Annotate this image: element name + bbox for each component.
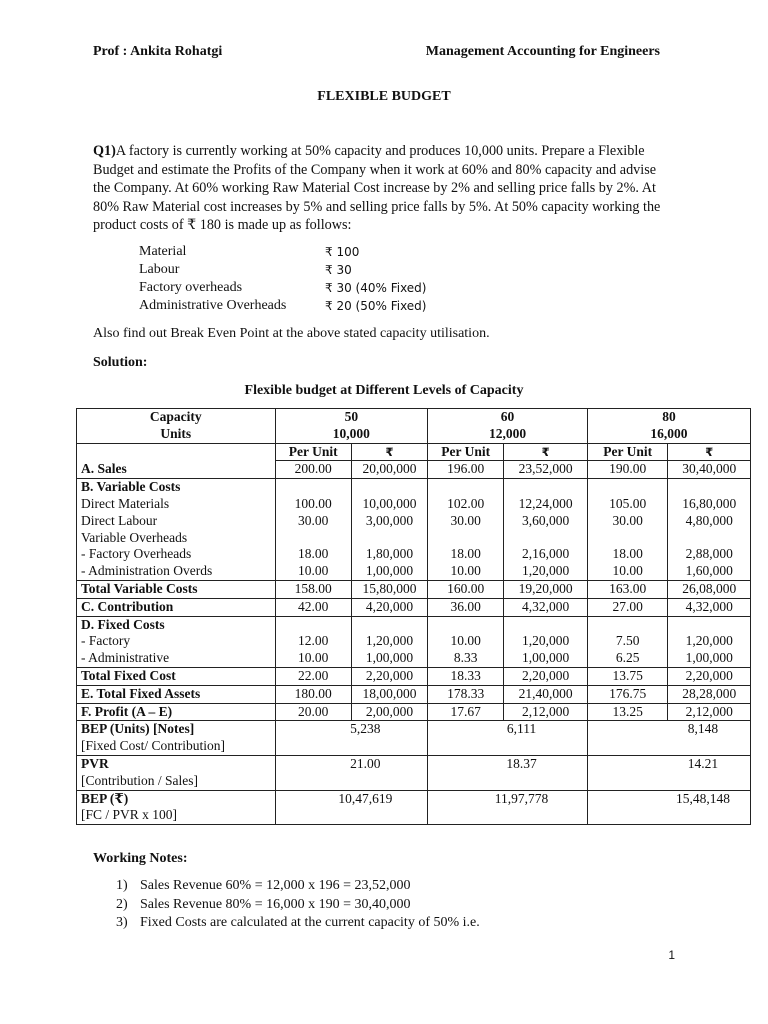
cell: 6.25 (587, 650, 667, 667)
cost-amount: ₹ 20 (50% Fixed) (325, 299, 427, 313)
cell: 176.75 (587, 685, 667, 703)
table-row-pvr (77, 755, 751, 790)
cell: 16,80,000 (668, 496, 751, 513)
cell: 8.33 (428, 650, 504, 667)
row-label: Direct Materials (77, 496, 276, 513)
table-row-total-fixed-cost (77, 667, 751, 685)
bep-rupees-label: BEP (₹) (81, 790, 129, 806)
table-row-direct-labour (77, 513, 751, 530)
working-notes-title: Working Notes: (93, 851, 188, 866)
per-unit-header: Per Unit (587, 443, 667, 461)
cost-label: Material (139, 244, 187, 259)
page-number: 1 (668, 948, 675, 962)
cell: 2,16,000 (504, 546, 588, 563)
cell: 26,08,000 (668, 580, 751, 598)
cell: 180.00 (275, 685, 351, 703)
solution-heading: Solution: (93, 355, 148, 370)
units-80: 16,000 (587, 426, 750, 443)
cell: 200.00 (275, 461, 351, 479)
cost-amount: ₹ 100 (325, 245, 360, 259)
cell: 10.00 (275, 563, 351, 580)
working-notes-list (116, 877, 480, 933)
cell: 10,47,619 (275, 790, 428, 825)
item-text: Sales Revenue 60% = 12,000 x 196 = 23,52,000 (140, 878, 411, 893)
rupee-header: ₹ (668, 443, 751, 461)
units-50: 10,000 (275, 426, 428, 443)
table-row-profit (77, 703, 751, 721)
cell: 30,40,000 (668, 461, 751, 479)
table-row-variable-overheads (77, 530, 751, 547)
row-label: - Factory (77, 633, 276, 650)
cell: 20.00 (275, 703, 351, 721)
cell: 21.00 (275, 755, 428, 790)
cell: 18.37 (428, 755, 588, 790)
cell: 12.00 (275, 633, 351, 650)
cell: 190.00 (587, 461, 667, 479)
table-row-factory-overheads (77, 546, 751, 563)
cell: 2,20,000 (668, 667, 751, 685)
empty-cell (275, 530, 351, 547)
document-title: FLEXIBLE BUDGET (317, 89, 451, 104)
table-row-capacity (77, 409, 751, 426)
row-label (77, 790, 276, 825)
row-label: - Administrative (77, 650, 276, 667)
cell: 14.21 (587, 755, 750, 790)
page-header (93, 43, 660, 63)
cell: 11,97,778 (428, 790, 588, 825)
cell: 102.00 (428, 496, 504, 513)
cell: 160.00 (428, 580, 504, 598)
capacity-60: 60 (428, 409, 588, 426)
question-number: Q1) (93, 143, 116, 159)
table-row-bep-rupees (77, 790, 751, 825)
table-row-direct-materials (77, 496, 751, 513)
row-label: C. Contribution (77, 598, 276, 616)
list-item (116, 896, 480, 915)
row-label: - Administration Overds (77, 563, 276, 580)
cell: 20,00,000 (351, 461, 427, 479)
empty-cell (428, 616, 504, 633)
cell: 6,111 (428, 721, 588, 756)
empty-cell (504, 616, 588, 633)
units-60: 12,000 (428, 426, 588, 443)
list-item (116, 914, 480, 933)
cell: 18,00,000 (351, 685, 427, 703)
table-row-fixed-factory (77, 633, 751, 650)
cell: 8,148 (587, 721, 750, 756)
cell: 2,12,000 (668, 703, 751, 721)
capacity-50: 50 (275, 409, 428, 426)
cell: 13.75 (587, 667, 667, 685)
row-label: D. Fixed Costs (77, 616, 276, 633)
cell: 158.00 (275, 580, 351, 598)
empty-cell (77, 443, 276, 461)
pvr-label: PVR (81, 755, 109, 771)
cell: 4,32,000 (504, 598, 588, 616)
cell: 21,40,000 (504, 685, 588, 703)
cost-amount: ₹ 30 (325, 263, 352, 277)
cell: 22.00 (275, 667, 351, 685)
cost-row (139, 279, 499, 297)
cell: 2,00,000 (351, 703, 427, 721)
table-row-fixed-costs (77, 616, 751, 633)
bep-units-label: BEP (Units) [Notes] (81, 721, 195, 737)
row-label: - Factory Overheads (77, 546, 276, 563)
empty-cell (668, 530, 751, 547)
table-row-variable-costs (77, 479, 751, 496)
flexible-budget-table (76, 408, 751, 825)
item-text: Sales Revenue 80% = 16,000 x 190 = 30,40,000 (140, 896, 411, 912)
cell: 3,00,000 (351, 513, 427, 530)
cell: 42.00 (275, 598, 351, 616)
item-number: 1) (116, 878, 128, 893)
table-row-fixed-admin (77, 650, 751, 667)
cell: 1,60,000 (668, 563, 751, 580)
cell: 100.00 (275, 496, 351, 513)
item-number: 2) (116, 896, 128, 912)
row-label: F. Profit (A – E) (77, 703, 276, 721)
cell: 30.00 (428, 513, 504, 530)
cell: 2,20,000 (351, 667, 427, 685)
cell: 15,48,148 (587, 790, 750, 825)
cell: 30.00 (587, 513, 667, 530)
cell: 10.00 (587, 563, 667, 580)
capacity-80: 80 (587, 409, 750, 426)
empty-cell (351, 530, 427, 547)
cell: 1,20,000 (668, 633, 751, 650)
row-label: E. Total Fixed Assets (77, 685, 276, 703)
cell: 196.00 (428, 461, 504, 479)
empty-cell (587, 616, 667, 633)
cost-amount: ₹ 30 (40% Fixed) (325, 281, 427, 295)
cost-row (139, 297, 499, 315)
per-unit-header: Per Unit (428, 443, 504, 461)
cost-row (139, 261, 499, 279)
empty-cell (275, 616, 351, 633)
cell: 1,20,000 (504, 633, 588, 650)
cost-breakdown (139, 243, 499, 315)
cell: 18.33 (428, 667, 504, 685)
table-row-admin-overheads (77, 563, 751, 580)
cell: 10.00 (275, 650, 351, 667)
cell: 3,60,000 (504, 513, 588, 530)
cell: 30.00 (275, 513, 351, 530)
table-row-bep-units (77, 721, 751, 756)
capacity-label: Capacity (77, 409, 276, 426)
cell: 13.25 (587, 703, 667, 721)
cell: 10,00,000 (351, 496, 427, 513)
table-row-total-variable-costs (77, 580, 751, 598)
row-label: B. Variable Costs (77, 479, 276, 496)
cell: 10.00 (428, 633, 504, 650)
table-row-total-fixed-assets (77, 685, 751, 703)
list-item (116, 877, 480, 896)
cell: 1,00,000 (668, 650, 751, 667)
cell: 1,00,000 (351, 650, 427, 667)
cell: 2,20,000 (504, 667, 588, 685)
empty-cell (668, 616, 751, 633)
cell: 27.00 (587, 598, 667, 616)
empty-cell (351, 616, 427, 633)
cell: 4,80,000 (668, 513, 751, 530)
cell: 7.50 (587, 633, 667, 650)
item-text: Fixed Costs are calculated at the current capacity of 50% i.e. (140, 915, 480, 930)
row-label: Total Fixed Cost (77, 667, 276, 685)
rupee-header: ₹ (504, 443, 588, 461)
empty-cell (587, 530, 667, 547)
cell: 178.33 (428, 685, 504, 703)
table-row-units (77, 426, 751, 443)
empty-cell (668, 479, 751, 496)
table-title-text: Flexible budget at Different Levels of Capacity (244, 383, 524, 398)
cost-label: Administrative Overheads (139, 298, 287, 313)
cell: 28,28,000 (668, 685, 751, 703)
cell: 2,12,000 (504, 703, 588, 721)
pvr-formula: [Contribution / Sales] (81, 772, 198, 788)
bep-instruction: Also find out Break Even Point at the above stated capacity utilisation. (93, 326, 490, 341)
cell: 36.00 (428, 598, 504, 616)
question-paragraph (93, 142, 668, 235)
cell: 1,80,000 (351, 546, 427, 563)
table-row-subheader (77, 443, 751, 461)
empty-cell (428, 479, 504, 496)
row-label (77, 755, 276, 790)
empty-cell (275, 479, 351, 496)
row-label: A. Sales (77, 461, 276, 479)
cell: 1,00,000 (504, 650, 588, 667)
row-label: Total Variable Costs (77, 580, 276, 598)
table-row-sales (77, 461, 751, 479)
empty-cell (504, 479, 588, 496)
row-label: Direct Labour (77, 513, 276, 530)
cell: 4,20,000 (351, 598, 427, 616)
units-label: Units (77, 426, 276, 443)
cell: 18.00 (275, 546, 351, 563)
cell: 1,00,000 (351, 563, 427, 580)
row-label (77, 721, 276, 756)
cell: 10.00 (428, 563, 504, 580)
bep-rupees-formula: [FC / PVR x 100] (81, 807, 178, 823)
cell: 5,238 (275, 721, 428, 756)
cell: 12,24,000 (504, 496, 588, 513)
cell: 4,32,000 (668, 598, 751, 616)
cell: 17.67 (428, 703, 504, 721)
cost-label: Factory overheads (139, 280, 243, 295)
empty-cell (351, 479, 427, 496)
cell: 2,88,000 (668, 546, 751, 563)
empty-cell (504, 530, 588, 547)
empty-cell (587, 479, 667, 496)
author-name: Prof : Ankita Rohatgi (93, 44, 223, 59)
cost-label: Labour (139, 262, 180, 277)
per-unit-header: Per Unit (275, 443, 351, 461)
course-title: Management Accounting for Engineers (425, 44, 660, 59)
table-row-contribution (77, 598, 751, 616)
cell: 15,80,000 (351, 580, 427, 598)
empty-cell (428, 530, 504, 547)
item-number: 3) (116, 915, 128, 930)
table-title (0, 382, 768, 400)
row-label: Variable Overheads (77, 530, 276, 547)
cell: 19,20,000 (504, 580, 588, 598)
rupee-header: ₹ (351, 443, 427, 461)
cell: 1,20,000 (504, 563, 588, 580)
cell: 18.00 (428, 546, 504, 563)
cell: 23,52,000 (504, 461, 588, 479)
cell: 163.00 (587, 580, 667, 598)
cell: 1,20,000 (351, 633, 427, 650)
cell: 18.00 (587, 546, 667, 563)
cost-row (139, 243, 499, 261)
cell: 105.00 (587, 496, 667, 513)
bep-units-formula: [Fixed Cost/ Contribution] (81, 738, 226, 754)
question-text: A factory is currently working at 50% capacity and produces 10,000 units. Prepare a Flexible Budget and estimate the Profits of the Company when it work at 60% and 80% capacity and advise the Company. At 60% working Raw Material Cost increase by 2% and selling price falls by 2%. At 80% Raw Material cost increases by 5% and selling price falls by 5%. At 50% capacity working the product costs of ₹ 180 is made up as follows: (93, 143, 661, 233)
